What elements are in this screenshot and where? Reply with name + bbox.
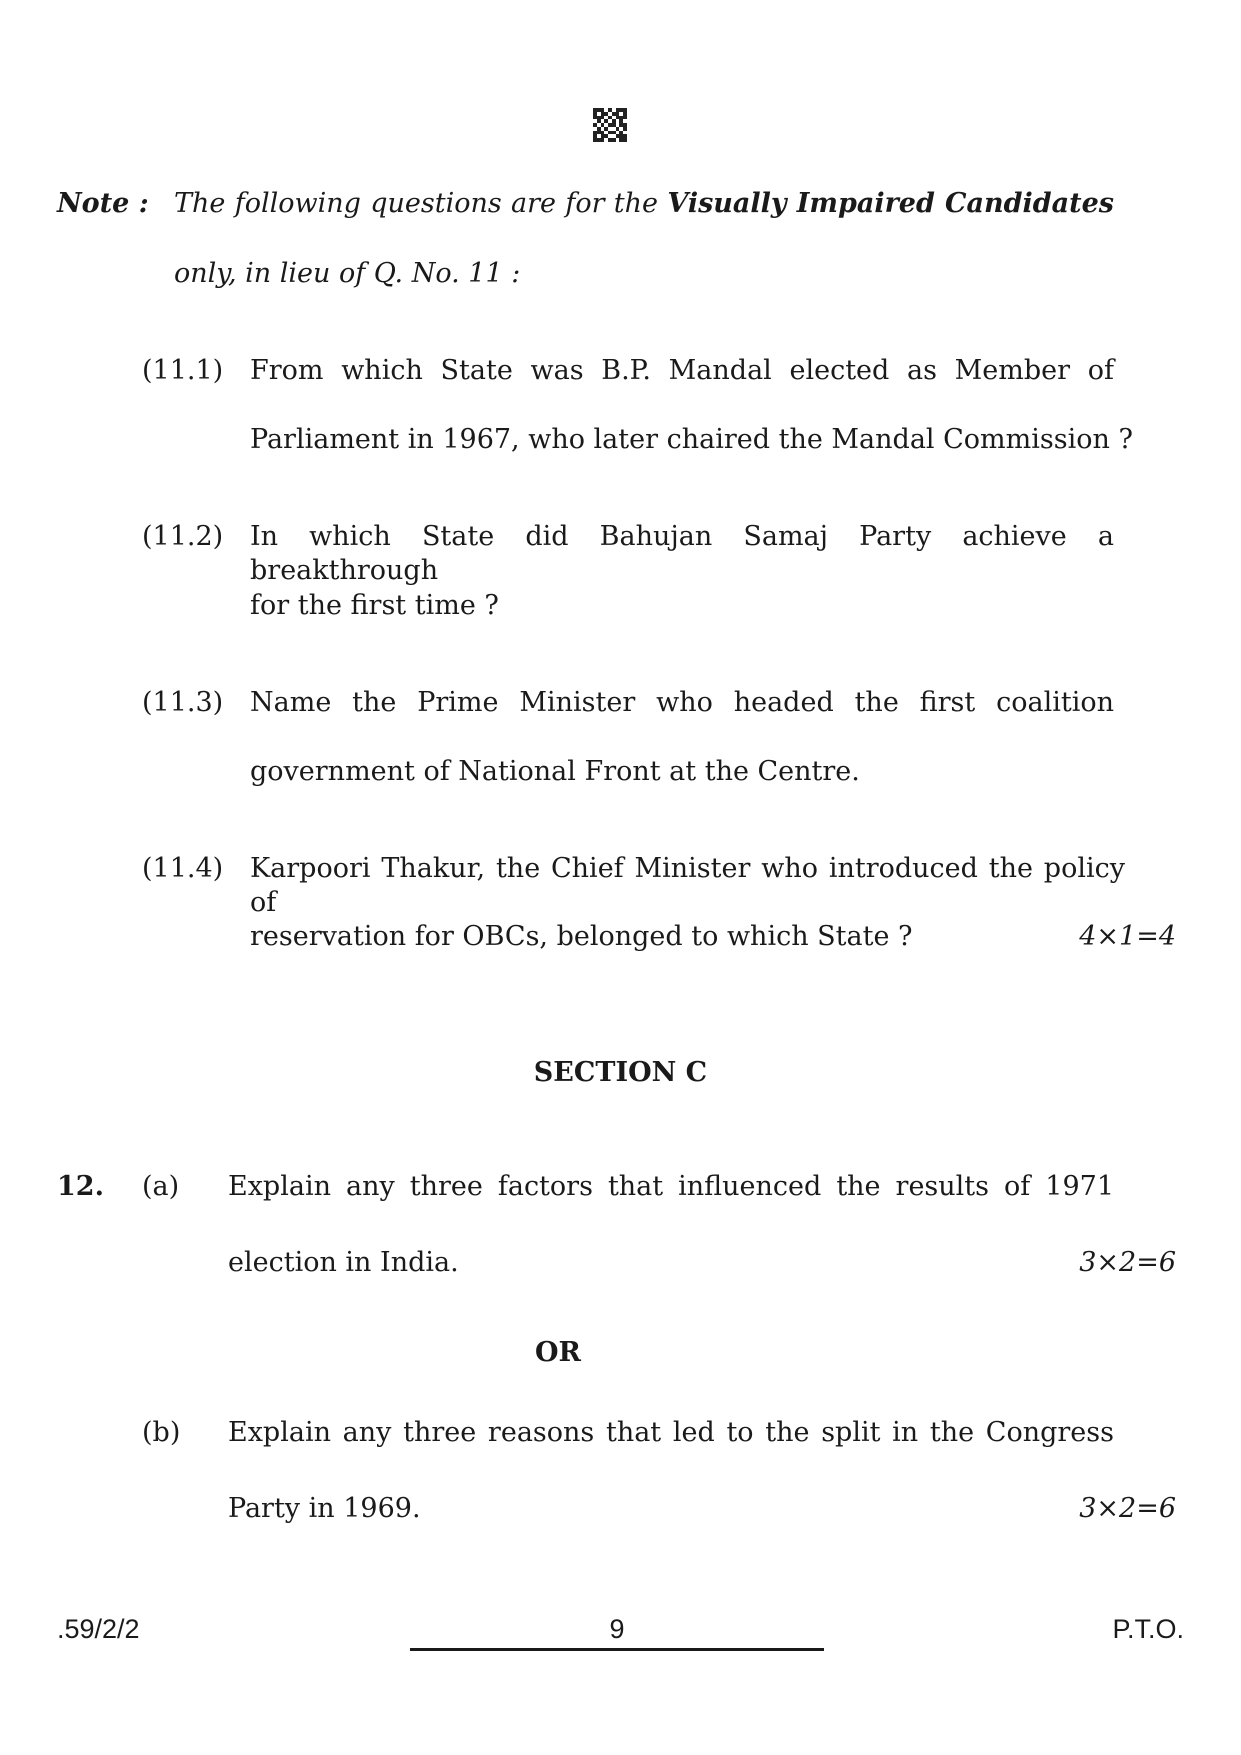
- question-number: (11.4): [142, 853, 224, 884]
- question-text: Explain any three reasons that led to the split in the Congress: [228, 1417, 1114, 1448]
- question-text: In which State did Bahujan Samaj Party achieve a breakthrough: [250, 521, 1114, 586]
- paper-code: .59/2/2: [57, 1614, 140, 1644]
- question-text: Name the Prime Minister who headed the first coalition: [250, 687, 1114, 718]
- page-number: 9: [609, 1614, 625, 1644]
- or-label: OR: [535, 1337, 581, 1368]
- section-heading: SECTION C: [533, 1057, 708, 1088]
- question-text: From which State was B.P. Mandal elected as Member of: [250, 355, 1114, 386]
- question-number: 12.: [57, 1171, 104, 1202]
- note-text: [174, 187, 1114, 221]
- question-text: Parliament in 1967, who later chaired the Mandal Commission ?: [250, 424, 1133, 455]
- question-text: reservation for OBCs, belonged to which State ?: [250, 921, 913, 952]
- note-text-bold: Visually Impaired Candidates: [667, 188, 1114, 219]
- question-number: (11.1): [142, 355, 224, 386]
- question-number: (11.3): [142, 687, 224, 718]
- question-part-label: (b): [142, 1417, 181, 1448]
- marks-label: 3×2=6: [1079, 1247, 1176, 1278]
- pto-label: P.T.O.: [1112, 1614, 1184, 1644]
- question-number: (11.2): [142, 521, 224, 552]
- note-text-pre: The following questions are for the: [174, 188, 659, 219]
- question-text: for the first time ?: [250, 590, 499, 621]
- note-line2: only, in lieu of Q. No. 11 :: [174, 258, 521, 289]
- marks-label: 4×1=4: [1079, 921, 1176, 952]
- question-text: government of National Front at the Centre.: [250, 756, 860, 787]
- marks-label: 3×2=6: [1079, 1493, 1176, 1524]
- question-text: Explain any three factors that influenced the results of 1971: [228, 1171, 1114, 1202]
- footer-divider: [410, 1648, 824, 1651]
- question-part-label: (a): [142, 1171, 180, 1202]
- qr-code-icon: [593, 108, 627, 142]
- note-label: Note :: [57, 188, 149, 219]
- question-text: election in India.: [228, 1247, 459, 1278]
- question-text: Karpoori Thakur, the Chief Minister who introduced the policy of: [250, 853, 1125, 918]
- question-text: Party in 1969.: [228, 1493, 421, 1524]
